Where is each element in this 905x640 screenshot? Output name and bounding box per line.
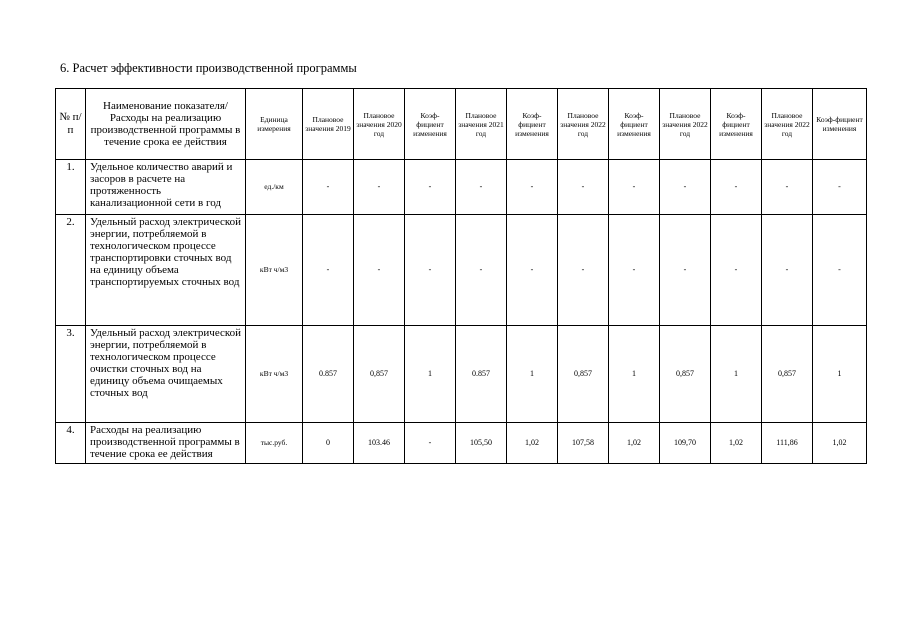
value-cell: - bbox=[813, 215, 867, 326]
value-cell: - bbox=[507, 215, 558, 326]
value-cell: 103.46 bbox=[354, 423, 405, 464]
value-cell: 1 bbox=[507, 326, 558, 423]
row-num: 1. bbox=[56, 160, 86, 215]
value-cell: 0,857 bbox=[558, 326, 609, 423]
value-cell: - bbox=[456, 160, 507, 215]
header-coef-2: Коэф-фициент изменения bbox=[507, 89, 558, 160]
header-coef-1: Коэф-фициент изменения bbox=[405, 89, 456, 160]
value-cell: 111,86 bbox=[762, 423, 813, 464]
value-cell: - bbox=[456, 215, 507, 326]
header-plan-2022-a: Плановое значения 2022 год bbox=[558, 89, 609, 160]
value-cell: - bbox=[609, 160, 660, 215]
table-row bbox=[56, 215, 867, 326]
header-row bbox=[56, 89, 867, 160]
value-cell: - bbox=[660, 215, 711, 326]
value-cell: - bbox=[303, 160, 354, 215]
value-cell: - bbox=[558, 215, 609, 326]
value-cell: - bbox=[711, 215, 762, 326]
value-cell: 1,02 bbox=[507, 423, 558, 464]
value-cell: 105,50 bbox=[456, 423, 507, 464]
value-cell: - bbox=[405, 160, 456, 215]
header-coef-5: Коэф-фициент изменения bbox=[813, 89, 867, 160]
value-cell: - bbox=[507, 160, 558, 215]
document-title: 6. Расчет эффективности производственной программы bbox=[60, 61, 357, 75]
header-num: № п/п bbox=[56, 89, 86, 160]
value-cell: - bbox=[813, 160, 867, 215]
value-cell: - bbox=[303, 215, 354, 326]
row-num: 2. bbox=[56, 215, 86, 326]
value-cell: 1 bbox=[711, 326, 762, 423]
table-row bbox=[56, 160, 867, 215]
value-cell: - bbox=[609, 215, 660, 326]
value-cell: - bbox=[762, 160, 813, 215]
row-unit: кВт ч/м3 bbox=[246, 215, 303, 326]
value-cell: 1 bbox=[813, 326, 867, 423]
value-cell: 107,58 bbox=[558, 423, 609, 464]
value-cell: 0,857 bbox=[762, 326, 813, 423]
row-name: Расходы на реализацию производственной программы в течение срока ее действия bbox=[86, 423, 246, 464]
value-cell: - bbox=[711, 160, 762, 215]
value-cell: 1,02 bbox=[711, 423, 762, 464]
value-cell: - bbox=[405, 215, 456, 326]
value-cell: 0 bbox=[303, 423, 354, 464]
value-cell: 1,02 bbox=[609, 423, 660, 464]
value-cell: 1 bbox=[609, 326, 660, 423]
row-num: 4. bbox=[56, 423, 86, 464]
value-cell: 1,02 bbox=[813, 423, 867, 464]
header-unit: Единица измерения bbox=[246, 89, 303, 160]
value-cell: - bbox=[558, 160, 609, 215]
row-num: 3. bbox=[56, 326, 86, 423]
row-name: Удельный расход электрической энергии, потребляемой в технологическом процессе транспортировки сточных вод на единицу объема транспортируемых сточных вод bbox=[86, 215, 246, 326]
row-unit: кВт ч/м3 bbox=[246, 326, 303, 423]
table-row bbox=[56, 326, 867, 423]
row-name: Удельное количество аварий и засоров в расчете на протяженность канализационной сети в год bbox=[86, 160, 246, 215]
efficiency-table bbox=[55, 88, 867, 464]
header-plan-2020: Плановое значения 2020 год bbox=[354, 89, 405, 160]
row-name: Удельный расход электрической энергии, потребляемой в технологическом процессе очистки сточных вод на единицу объема очищаемых сточных вод bbox=[86, 326, 246, 423]
header-plan-2019: Плановое значения 2019 bbox=[303, 89, 354, 160]
header-coef-4: Коэф-фициент изменения bbox=[711, 89, 762, 160]
header-plan-2022-c: Плановое значения 2022 год bbox=[762, 89, 813, 160]
value-cell: - bbox=[354, 215, 405, 326]
header-name: Наименование показателя/Расходы на реализацию производственной программы в течение срока ее действия bbox=[86, 89, 246, 160]
value-cell: 0.857 bbox=[456, 326, 507, 423]
header-plan-2022-b: Плановое значения 2022 год bbox=[660, 89, 711, 160]
row-unit: ед./км bbox=[246, 160, 303, 215]
header-plan-2021: Плановое значения 2021 год bbox=[456, 89, 507, 160]
value-cell: - bbox=[354, 160, 405, 215]
value-cell: - bbox=[762, 215, 813, 326]
value-cell: 109,70 bbox=[660, 423, 711, 464]
value-cell: - bbox=[660, 160, 711, 215]
value-cell: - bbox=[405, 423, 456, 464]
row-unit: тыс.руб. bbox=[246, 423, 303, 464]
value-cell: 1 bbox=[405, 326, 456, 423]
value-cell: 0,857 bbox=[660, 326, 711, 423]
header-coef-3: Коэф-фициент изменения bbox=[609, 89, 660, 160]
table-row bbox=[56, 423, 867, 464]
value-cell: 0.857 bbox=[303, 326, 354, 423]
value-cell: 0,857 bbox=[354, 326, 405, 423]
